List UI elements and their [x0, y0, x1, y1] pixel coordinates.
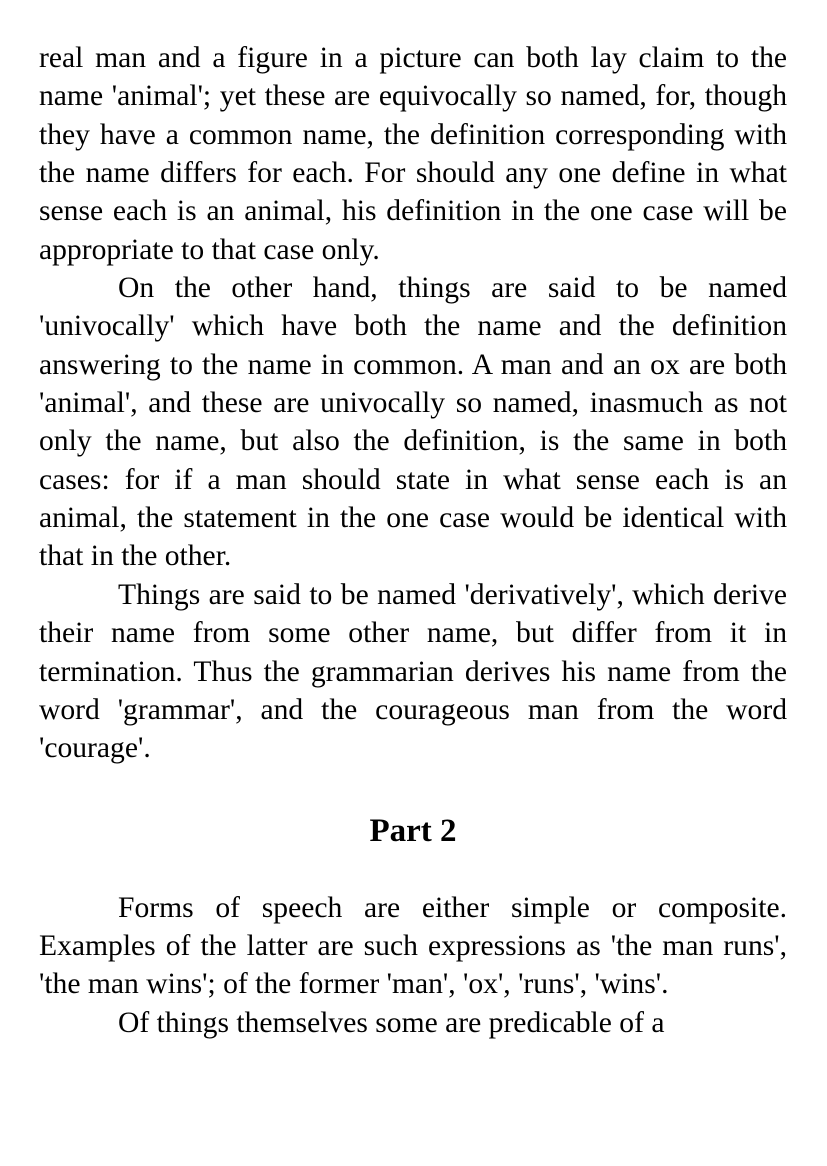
- paragraph-univocal: On the other hand, things are said to be named 'univocally' which have both the name and the definition answering to the name in common. A man and an ox are both 'animal', and these are univocally so named, inasmuch as not only the name, but also the definition, is the same in both cases: for if a man should state in what sense each is an animal, the statement in the one case would be identical with that in the other.: [39, 272, 787, 573]
- paragraph-continuation: real man and a figure in a picture can both lay claim to the name 'animal'; yet these are equivocally so named, for, though they have a common name, the definition corresponding with the name differs for each. For should any one define in what sense each is an animal, his definition in the one case will be appropriate to that case only.: [39, 42, 787, 266]
- section-heading: Part 2: [369, 812, 457, 849]
- paragraph-derivative: Things are said to be named 'derivatively', which derive their name from some other name, but differ from it in termination. Thus the grammarian derives his name from the word 'grammar', and the courageous man from the word 'courage'.: [39, 578, 787, 765]
- document-page: [39, 39, 787, 1042]
- paragraph-things-predicable: Of things themselves some are predicable of a: [118, 1006, 665, 1039]
- paragraph-forms-of-speech: Forms of speech are either simple or composite. Examples of the latter are such expressions as 'the man runs', 'the man wins'; of the former 'man', 'ox', 'runs', 'wins'.: [39, 891, 787, 1001]
